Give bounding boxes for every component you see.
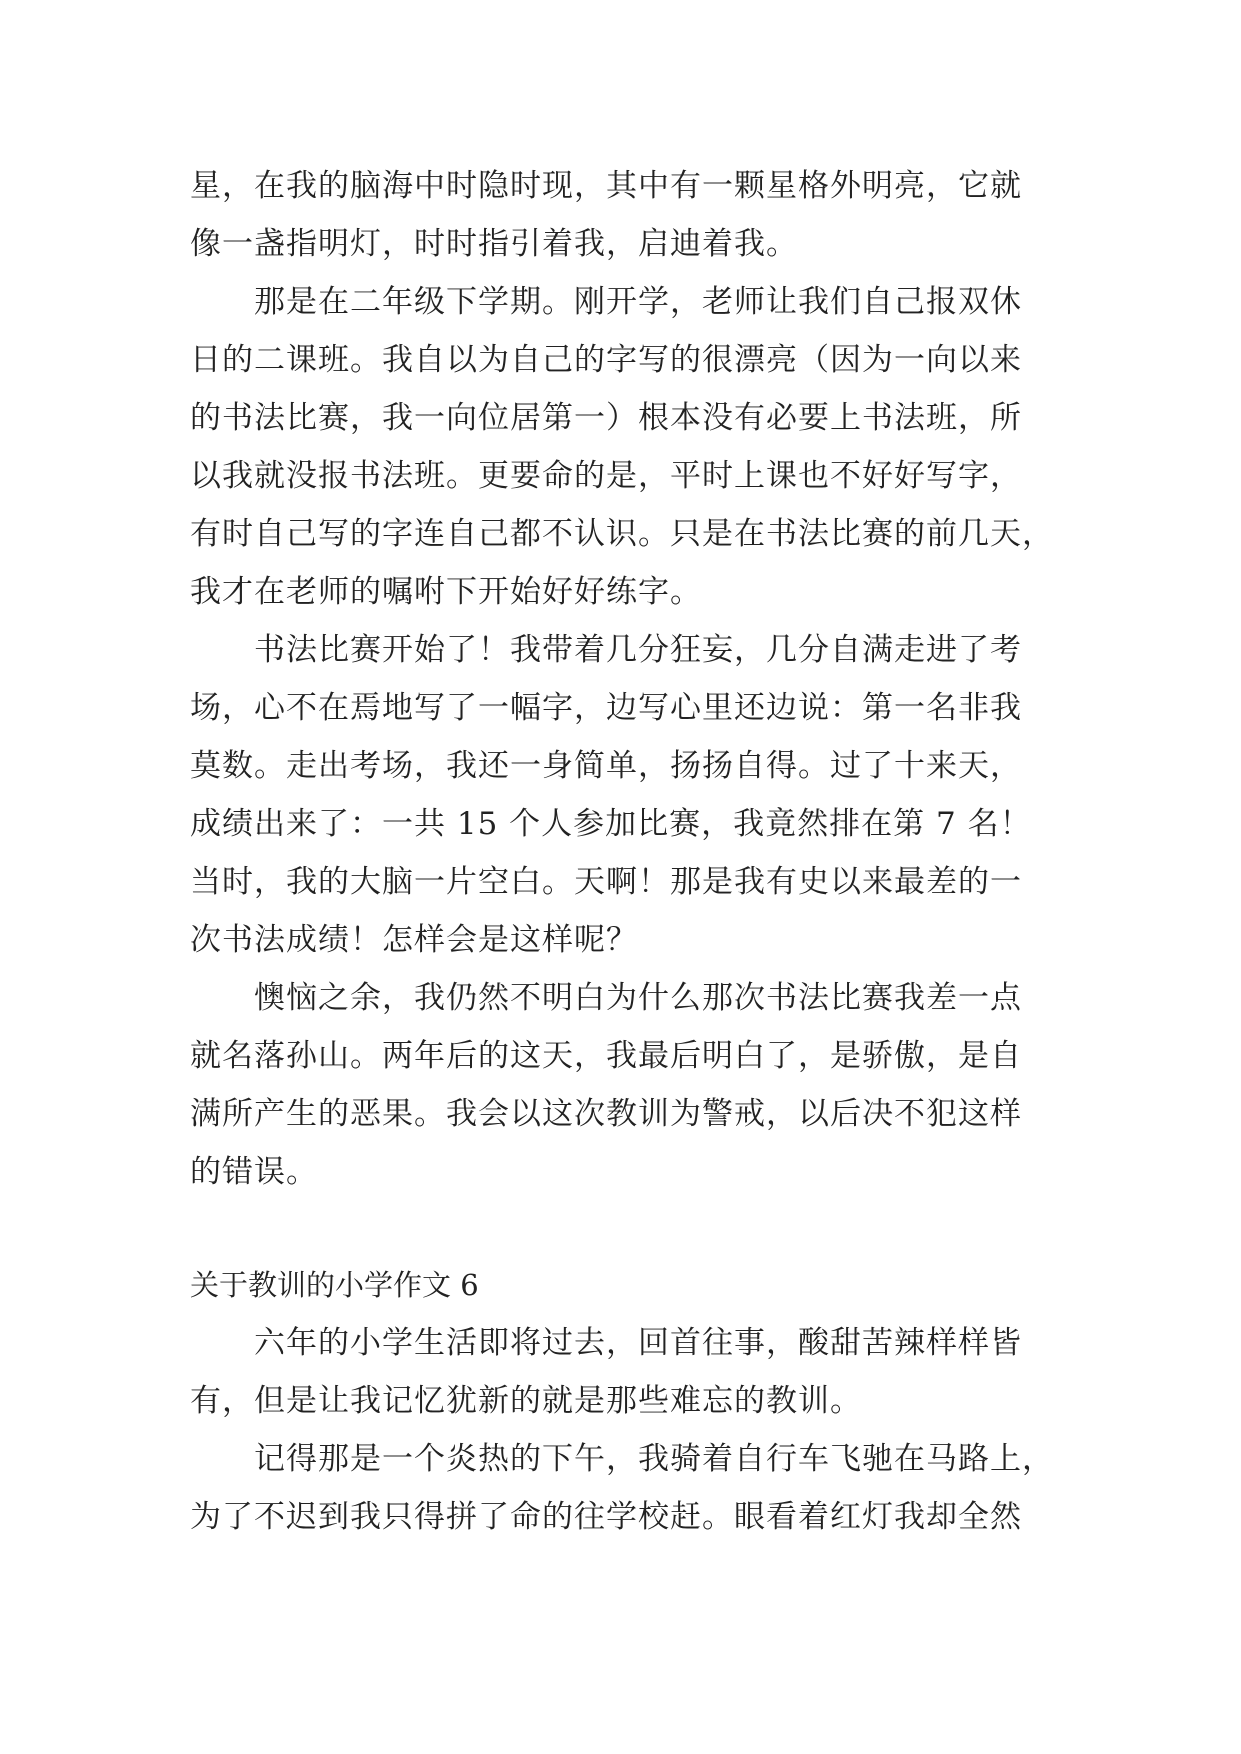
section-title: 关于教训的小学作文 6 [190,1268,479,1302]
paragraph-line: 成绩出来了：一共 15 个人参加比赛，我竟然排在第 7 名！ [190,806,1032,842]
section-paragraph-1 [190,1314,1050,1430]
paragraph-2 [190,273,1054,621]
paragraph-line: 场，心不在焉地写了一幅字，边写心里还边说：第一名非我 [190,690,1022,726]
paragraph-line: 懊恼之余，我仍然不明白为什么那次书法比赛我差一点 [254,980,1022,1016]
paragraph-line: 的书法比赛，我一向位居第一）根本没有必要上书法班，所 [190,400,1022,436]
paragraph-line: 我才在老师的嘱咐下开始好好练字。 [190,574,702,610]
paragraph-3 [190,621,1050,969]
paragraph-4 [190,969,1050,1201]
paragraph-line: 六年的小学生活即将过去，回首往事，酸甜苦辣样样皆 [254,1325,1022,1361]
paragraph-line: 次书法成绩！怎样会是这样呢？ [190,922,638,958]
paragraph-line: 书法比赛开始了！我带着几分狂妄，几分自满走进了考 [254,632,1022,668]
paragraph-line: 满所产生的恶果。我会以这次教训为警戒，以后决不犯这样 [190,1096,1022,1132]
paragraph-line: 那是在二年级下学期。刚开学，老师让我们自己报双休 [254,284,1022,320]
paragraph-line: 的错误。 [190,1154,318,1190]
document-body [190,157,1054,1546]
paragraph-line: 星，在我的脑海中时隐时现，其中有一颗星格外明亮，它就 [190,168,1022,204]
section-paragraph-2 [190,1430,1054,1546]
paragraph-line: 当时，我的大脑一片空白。天啊！那是我有史以来最差的一 [190,864,1022,900]
paragraph-line: 以我就没报书法班。更要命的是，平时上课也不好好写字， [190,458,1022,494]
paragraph-line: 日的二课班。我自以为自己的字写的很漂亮（因为一向以来 [190,342,1022,378]
paragraph-1 [190,157,1050,273]
paragraph-line: 像一盏指明灯，时时指引着我，启迪着我。 [190,226,798,262]
paragraph-line: 有时自己写的字连自己都不认识。只是在书法比赛的前几天， [190,516,1054,552]
paragraph-line: 莫数。走出考场，我还一身简单，扬扬自得。过了十来天， [190,748,1022,784]
paragraph-line: 就名落孙山。两年后的这天，我最后明白了，是骄傲，是自 [190,1038,1022,1074]
paragraph-line: 为了不迟到我只得拼了命的往学校赶。眼看着红灯我却全然 [190,1499,1022,1535]
paragraph-line: 有，但是让我记忆犹新的就是那些难忘的教训。 [190,1383,862,1419]
paragraph-line: 记得那是一个炎热的下午，我骑着自行车飞驰在马路上， [254,1441,1054,1477]
